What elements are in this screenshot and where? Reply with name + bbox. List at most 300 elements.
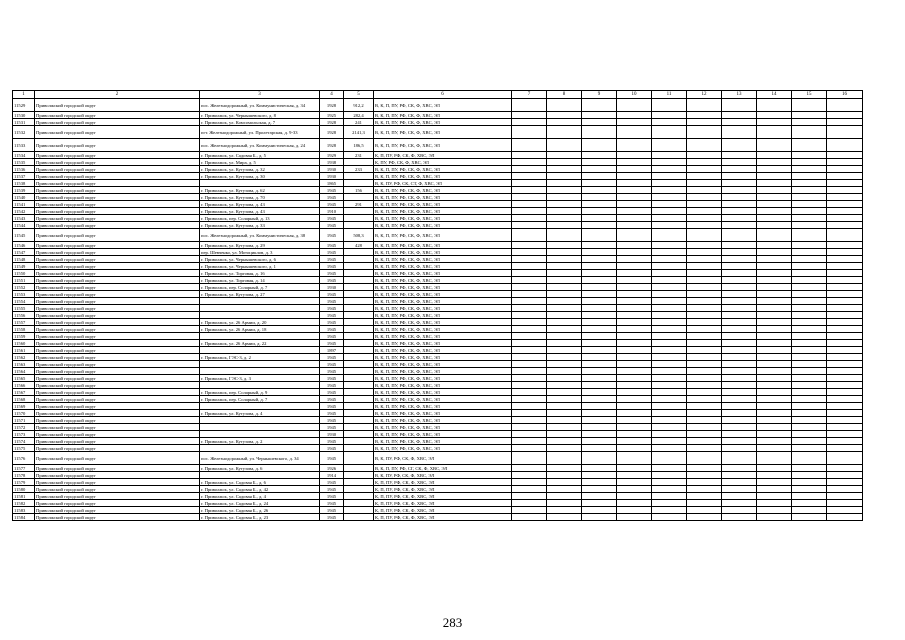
table-row	[13, 514, 863, 521]
district-cell: Приволжский городской округ	[35, 514, 200, 521]
mark-cell	[547, 479, 582, 486]
mark-cell	[617, 229, 652, 242]
mark-cell	[827, 382, 863, 389]
table-row	[13, 119, 863, 126]
mark-cell	[547, 229, 582, 242]
mark-cell	[722, 382, 757, 389]
mark-cell	[722, 375, 757, 382]
mark-cell	[722, 291, 757, 298]
mark-cell	[617, 472, 652, 479]
mark-cell	[792, 500, 827, 507]
mark-cell	[512, 493, 547, 500]
mark-cell	[757, 229, 792, 242]
year-cell: 1928	[320, 139, 344, 152]
mark-cell	[792, 256, 827, 263]
works-cell: К, П, ПУ, РФ, СК, Ф, ХВС, ЭЛ	[374, 500, 512, 507]
mark-cell	[652, 465, 687, 472]
mark-cell	[617, 119, 652, 126]
year-cell: 1930	[320, 284, 344, 291]
works-cell: В, К, П, ПУ, РФ, СК, Ф, ХВС, ЭЛ	[374, 319, 512, 326]
mark-cell	[722, 493, 757, 500]
area-cell	[344, 472, 374, 479]
district-cell: Приволжский городской округ	[35, 507, 200, 514]
row-id-cell: 11581	[13, 493, 35, 500]
mark-cell	[652, 99, 687, 112]
mark-cell	[722, 139, 757, 152]
address-cell: г. Приволжск, ул. Мира, д. 5	[200, 159, 320, 166]
mark-cell	[827, 319, 863, 326]
mark-cell	[687, 270, 722, 277]
mark-cell	[512, 173, 547, 180]
mark-cell	[687, 445, 722, 452]
address-cell: пос. Железнодорожный, ул. Коммунистическая, д. 34	[200, 99, 320, 112]
mark-cell	[827, 166, 863, 173]
mark-cell	[687, 410, 722, 417]
mark-cell	[617, 438, 652, 445]
address-cell: г. Приволжск, ГЭС-3, д. 3	[200, 375, 320, 382]
works-cell: В, К, П, ПУ, РФ, СК, Ф, ХВС, ЭЛ	[374, 270, 512, 277]
mark-cell	[687, 424, 722, 431]
row-id-cell: 11565	[13, 375, 35, 382]
mark-cell	[757, 396, 792, 403]
mark-cell	[512, 152, 547, 159]
mark-cell	[547, 424, 582, 431]
mark-cell	[757, 256, 792, 263]
mark-cell	[827, 187, 863, 194]
mark-cell	[512, 410, 547, 417]
year-cell: 1930	[320, 173, 344, 180]
mark-cell	[617, 396, 652, 403]
mark-cell	[687, 452, 722, 465]
mark-cell	[827, 201, 863, 208]
table-row	[13, 368, 863, 375]
mark-cell	[722, 452, 757, 465]
mark-cell	[687, 166, 722, 173]
works-cell: В, К, П, ПУ, РФ, СК, Ф, ХВС, ЭЛ	[374, 326, 512, 333]
table-row	[13, 431, 863, 438]
mark-cell	[652, 486, 687, 493]
mark-cell	[827, 368, 863, 375]
area-cell	[344, 500, 374, 507]
mark-cell	[687, 472, 722, 479]
works-cell: В, К, ПУ, РФ, СК, СТ, Ф, ХВС, ЭЛ	[374, 180, 512, 187]
mark-cell	[687, 368, 722, 375]
works-cell: В, К, П, ПУ, РФ, СК, Ф, ХВС, ЭЛ	[374, 305, 512, 312]
area-cell	[344, 159, 374, 166]
area-cell	[344, 403, 374, 410]
mark-cell	[512, 396, 547, 403]
mark-cell	[547, 431, 582, 438]
district-cell: Приволжский городской округ	[35, 389, 200, 396]
mark-cell	[582, 514, 617, 521]
mark-cell	[687, 396, 722, 403]
mark-cell	[582, 452, 617, 465]
address-cell: г. Приволжск, ул. Садовая Б., д. 42	[200, 486, 320, 493]
mark-cell	[757, 305, 792, 312]
mark-cell	[722, 445, 757, 452]
mark-cell	[652, 222, 687, 229]
area-cell	[344, 382, 374, 389]
mark-cell	[827, 173, 863, 180]
works-cell: В, К, П, ПУ, РФ, СК, Ф, ХВС, ЭЛ	[374, 256, 512, 263]
table-row	[13, 396, 863, 403]
district-cell: Приволжский городской округ	[35, 479, 200, 486]
mark-cell	[652, 180, 687, 187]
row-id-cell: 11534	[13, 152, 35, 159]
mark-cell	[687, 112, 722, 119]
works-cell: К, П, ПУ, РФ, СК, Ф, ХВС, ЭЛ	[374, 486, 512, 493]
mark-cell	[757, 431, 792, 438]
mark-cell	[512, 312, 547, 319]
mark-cell	[827, 354, 863, 361]
mark-cell	[547, 326, 582, 333]
year-cell: 1945	[320, 375, 344, 382]
mark-cell	[722, 112, 757, 119]
mark-cell	[617, 270, 652, 277]
works-cell: В, К, П, ПУ, РФ, СК, Ф, ХВС, ЭЛ	[374, 229, 512, 242]
mark-cell	[687, 256, 722, 263]
mark-cell	[722, 305, 757, 312]
mark-cell	[512, 263, 547, 270]
mark-cell	[617, 159, 652, 166]
table-row	[13, 333, 863, 340]
mark-cell	[687, 249, 722, 256]
mark-cell	[512, 215, 547, 222]
works-cell: В, К, П, ПУ, РФ, СК, Ф, ХВС, ЭЛ	[374, 112, 512, 119]
table-row	[13, 319, 863, 326]
mark-cell	[512, 340, 547, 347]
mark-cell	[617, 361, 652, 368]
mark-cell	[547, 417, 582, 424]
mark-cell	[512, 242, 547, 249]
mark-cell	[827, 270, 863, 277]
mark-cell	[792, 126, 827, 139]
mark-cell	[582, 472, 617, 479]
mark-cell	[687, 438, 722, 445]
mark-cell	[652, 382, 687, 389]
mark-cell	[617, 112, 652, 119]
mark-cell	[547, 242, 582, 249]
district-cell: Приволжский городской округ	[35, 424, 200, 431]
mark-cell	[827, 514, 863, 521]
mark-cell	[547, 298, 582, 305]
mark-cell	[722, 249, 757, 256]
mark-cell	[792, 222, 827, 229]
area-cell	[344, 452, 374, 465]
mark-cell	[617, 284, 652, 291]
mark-cell	[757, 284, 792, 291]
mark-cell	[792, 368, 827, 375]
mark-cell	[512, 465, 547, 472]
mark-cell	[652, 173, 687, 180]
row-id-cell: 11580	[13, 486, 35, 493]
mark-cell	[582, 99, 617, 112]
mark-cell	[722, 298, 757, 305]
mark-cell	[582, 152, 617, 159]
row-id-cell: 11529	[13, 99, 35, 112]
row-id-cell: 11540	[13, 194, 35, 201]
mark-cell	[757, 180, 792, 187]
mark-cell	[617, 99, 652, 112]
mark-cell	[827, 139, 863, 152]
works-cell: В, К, П, ПУ, РФ, СК, Ф, ХВС, ЭЛ	[374, 389, 512, 396]
mark-cell	[582, 354, 617, 361]
table-row	[13, 382, 863, 389]
row-id-cell: 11558	[13, 326, 35, 333]
mark-cell	[757, 361, 792, 368]
district-cell: Приволжский городской округ	[35, 305, 200, 312]
address-cell	[200, 472, 320, 479]
area-cell: 186,5	[344, 139, 374, 152]
mark-cell	[827, 479, 863, 486]
mark-cell	[757, 126, 792, 139]
mark-cell	[827, 277, 863, 284]
mark-cell	[757, 389, 792, 396]
mark-cell	[652, 242, 687, 249]
mark-cell	[652, 500, 687, 507]
area-cell	[344, 291, 374, 298]
mark-cell	[617, 187, 652, 194]
table-row	[13, 403, 863, 410]
mark-cell	[827, 340, 863, 347]
mark-cell	[687, 222, 722, 229]
year-cell: 1945	[320, 396, 344, 403]
address-cell: г. Приволжск, ул. Кутузова, д. 33	[200, 222, 320, 229]
mark-cell	[827, 263, 863, 270]
row-id-cell: 11533	[13, 139, 35, 152]
mark-cell	[652, 249, 687, 256]
table-row	[13, 112, 863, 119]
mark-cell	[792, 208, 827, 215]
area-cell	[344, 424, 374, 431]
mark-cell	[652, 431, 687, 438]
mark-cell	[582, 438, 617, 445]
mark-cell	[582, 215, 617, 222]
header-cell: 7	[512, 91, 547, 99]
mark-cell	[652, 152, 687, 159]
mark-cell	[792, 389, 827, 396]
mark-cell	[792, 514, 827, 521]
mark-cell	[792, 354, 827, 361]
mark-cell	[617, 166, 652, 173]
district-cell: Приволжский городской округ	[35, 201, 200, 208]
mark-cell	[722, 361, 757, 368]
mark-cell	[757, 173, 792, 180]
address-cell: г. Приволжск, ул. 26 Армии, д. 22	[200, 340, 320, 347]
area-cell	[344, 347, 374, 354]
area-cell	[344, 354, 374, 361]
mark-cell	[722, 389, 757, 396]
mark-cell	[512, 166, 547, 173]
area-cell	[344, 375, 374, 382]
mark-cell	[582, 340, 617, 347]
mark-cell	[687, 382, 722, 389]
row-id-cell: 11564	[13, 368, 35, 375]
district-cell: Приволжский городской округ	[35, 347, 200, 354]
mark-cell	[757, 222, 792, 229]
mark-cell	[512, 507, 547, 514]
mark-cell	[582, 277, 617, 284]
mark-cell	[792, 403, 827, 410]
mark-cell	[757, 152, 792, 159]
year-cell: 1945	[320, 445, 344, 452]
mark-cell	[792, 187, 827, 194]
row-id-cell: 11568	[13, 396, 35, 403]
mark-cell	[792, 119, 827, 126]
mark-cell	[512, 305, 547, 312]
table-row	[13, 180, 863, 187]
address-cell: г. Приволжск, ул. Чернышевского, д. 6	[200, 256, 320, 263]
table-row	[13, 361, 863, 368]
area-cell	[344, 312, 374, 319]
mark-cell	[687, 263, 722, 270]
year-cell: 1945	[320, 340, 344, 347]
mark-cell	[687, 126, 722, 139]
mark-cell	[792, 305, 827, 312]
mark-cell	[617, 486, 652, 493]
row-id-cell: 11569	[13, 403, 35, 410]
table-row	[13, 242, 863, 249]
mark-cell	[757, 438, 792, 445]
mark-cell	[722, 242, 757, 249]
mark-cell	[547, 368, 582, 375]
mark-cell	[757, 139, 792, 152]
row-id-cell: 11559	[13, 333, 35, 340]
mark-cell	[652, 284, 687, 291]
works-cell: В, К, П, ПУ, РФ, СК, Ф, ХВС, ЭЛ	[374, 354, 512, 361]
row-id-cell: 11573	[13, 431, 35, 438]
works-cell: В, К, П, ПУ, РФ, СК, Ф, ХВС, ЭЛ	[374, 340, 512, 347]
row-id-cell: 11544	[13, 222, 35, 229]
district-cell: Приволжский городской округ	[35, 368, 200, 375]
mark-cell	[547, 396, 582, 403]
area-cell: 231	[344, 152, 374, 159]
mark-cell	[757, 319, 792, 326]
row-id-cell: 11545	[13, 229, 35, 242]
mark-cell	[792, 396, 827, 403]
mark-cell	[617, 173, 652, 180]
mark-cell	[827, 396, 863, 403]
row-id-cell: 11563	[13, 361, 35, 368]
area-cell	[344, 368, 374, 375]
year-cell: 1930	[320, 166, 344, 173]
mark-cell	[687, 333, 722, 340]
works-cell: В, К, П, ПУ, РФ, СК, Ф, ХВС, ЭЛ	[374, 222, 512, 229]
mark-cell	[792, 180, 827, 187]
mark-cell	[582, 126, 617, 139]
mark-cell	[582, 284, 617, 291]
mark-cell	[757, 452, 792, 465]
mark-cell	[617, 201, 652, 208]
mark-cell	[827, 410, 863, 417]
year-cell: 1928	[320, 99, 344, 112]
mark-cell	[512, 119, 547, 126]
mark-cell	[512, 375, 547, 382]
row-id-cell: 11532	[13, 126, 35, 139]
mark-cell	[687, 305, 722, 312]
mark-cell	[792, 465, 827, 472]
mark-cell	[687, 187, 722, 194]
mark-cell	[547, 222, 582, 229]
address-cell: г. Приволжск, ул. Чернышевского, д. 8	[200, 112, 320, 119]
mark-cell	[652, 166, 687, 173]
mark-cell	[582, 312, 617, 319]
works-cell: В, К, П, ПУ, РФ, СК, Ф, ХВС, ЭЛ	[374, 119, 512, 126]
mark-cell	[547, 333, 582, 340]
area-cell	[344, 396, 374, 403]
mark-cell	[792, 319, 827, 326]
works-cell: К, П, ПУ, РФ, СК, Ф, ХВС, ЭЛ	[374, 479, 512, 486]
year-cell: 1945	[320, 479, 344, 486]
mark-cell	[582, 347, 617, 354]
row-id-cell: 11549	[13, 263, 35, 270]
year-cell: 1865	[320, 180, 344, 187]
mark-cell	[652, 159, 687, 166]
mark-cell	[582, 298, 617, 305]
mark-cell	[687, 417, 722, 424]
year-cell: 1945	[320, 326, 344, 333]
mark-cell	[652, 361, 687, 368]
mark-cell	[512, 194, 547, 201]
district-cell: Приволжский городской округ	[35, 298, 200, 305]
mark-cell	[687, 215, 722, 222]
district-cell: Приволжский городской округ	[35, 403, 200, 410]
mark-cell	[547, 166, 582, 173]
mark-cell	[792, 375, 827, 382]
row-id-cell: 11583	[13, 507, 35, 514]
works-cell: В, К, П, ПУ, РФ, СК, Ф, ХВС, ЭЛ	[374, 126, 512, 139]
mark-cell	[512, 256, 547, 263]
mark-cell	[652, 493, 687, 500]
table-row	[13, 375, 863, 382]
row-id-cell: 11554	[13, 298, 35, 305]
mark-cell	[722, 396, 757, 403]
works-cell: В, К, П, ПУ, РФ, СК, Ф, ХВС, ЭЛ	[374, 382, 512, 389]
mark-cell	[617, 514, 652, 521]
mark-cell	[792, 445, 827, 452]
address-cell: г. Приволжск, пер. Соларный, д. 13	[200, 215, 320, 222]
works-cell: К, ПУ, РФ, СК, Ф, ХВС, ЭЛ	[374, 159, 512, 166]
table-row	[13, 277, 863, 284]
address-cell	[200, 403, 320, 410]
mark-cell	[722, 152, 757, 159]
area-cell	[344, 410, 374, 417]
mark-cell	[582, 493, 617, 500]
mark-cell	[722, 326, 757, 333]
works-cell: В, К, П, ПУ, РФ, СК, Ф, ХВС, ЭЛ	[374, 208, 512, 215]
mark-cell	[652, 298, 687, 305]
mark-cell	[722, 194, 757, 201]
table-row	[13, 249, 863, 256]
mark-cell	[757, 479, 792, 486]
header-cell: 1	[13, 91, 35, 99]
mark-cell	[827, 375, 863, 382]
area-cell: 2141,3	[344, 126, 374, 139]
year-cell: 1897	[320, 347, 344, 354]
mark-cell	[722, 277, 757, 284]
mark-cell	[617, 493, 652, 500]
mark-cell	[652, 347, 687, 354]
mark-cell	[827, 291, 863, 298]
works-cell: В, К, П, ПУ, РФ, СК, Ф, ХВС, ЭЛ	[374, 375, 512, 382]
mark-cell	[617, 194, 652, 201]
district-cell: Приволжский городской округ	[35, 126, 200, 139]
mark-cell	[512, 486, 547, 493]
row-id-cell: 11579	[13, 479, 35, 486]
mark-cell	[547, 187, 582, 194]
mark-cell	[827, 472, 863, 479]
area-cell	[344, 180, 374, 187]
